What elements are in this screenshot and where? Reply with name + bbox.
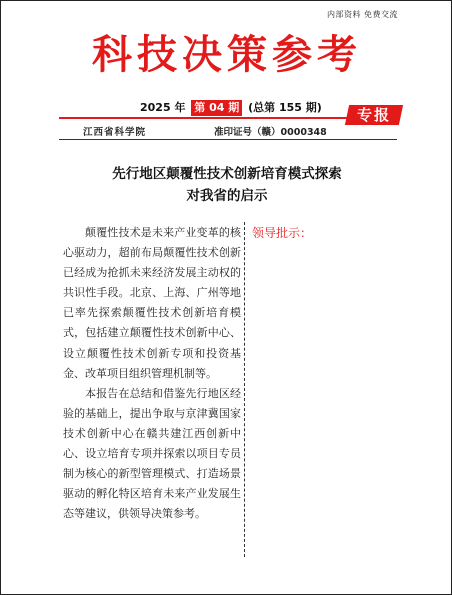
abstract-paragraph-2: 本报告在总结和借鉴先行地区经验的基础上，提出争取与京津冀国家技术创新中心在赣共建江西创新中心、设立培育专项并探索以项目专员制为核心的新型管理模式、打造场景驱动的孵化特区培育未来产业发展生态等建议，供领导决策参考。	[63, 386, 241, 521]
masthead-title: 科技决策参考	[92, 31, 362, 78]
abstract-body	[63, 223, 241, 524]
permit-number: 准印证号（赣）0000348	[214, 127, 327, 138]
header-divider	[59, 139, 397, 140]
report-title-line-2: 对我省的启示	[186, 188, 268, 204]
issue-year: 2025 年	[140, 101, 186, 114]
issue-total: (总第 155 期)	[248, 101, 322, 114]
issue-line	[140, 100, 322, 116]
column-divider	[244, 222, 245, 557]
organization-name: 江西省科学院	[83, 127, 147, 138]
special-report-label: 专报	[356, 106, 391, 124]
corner-note: 内部资料 免费交流	[326, 10, 398, 19]
report-title-line-1: 先行地区颠覆性技术创新培育模式探索	[112, 166, 342, 182]
abstract-paragraph-1: 颠覆性技术是未来产业变革的核心驱动力，超前布局颠覆性技术创新已经成为抢抓未来经济发展主动权的共识性手段。北京、上海、广州等地已率先探索颠覆性技术创新培育模式，包括建立颠覆性技术创新中心、设立颠覆性技术创新专项和投资基金、改革项目组织管理机制等。	[63, 226, 241, 380]
issue-number-badge: 第 04 期	[191, 100, 242, 116]
red-rule	[59, 117, 347, 119]
leader-instruction-label: 领导批示：	[252, 226, 313, 240]
special-report-badge	[345, 105, 403, 125]
